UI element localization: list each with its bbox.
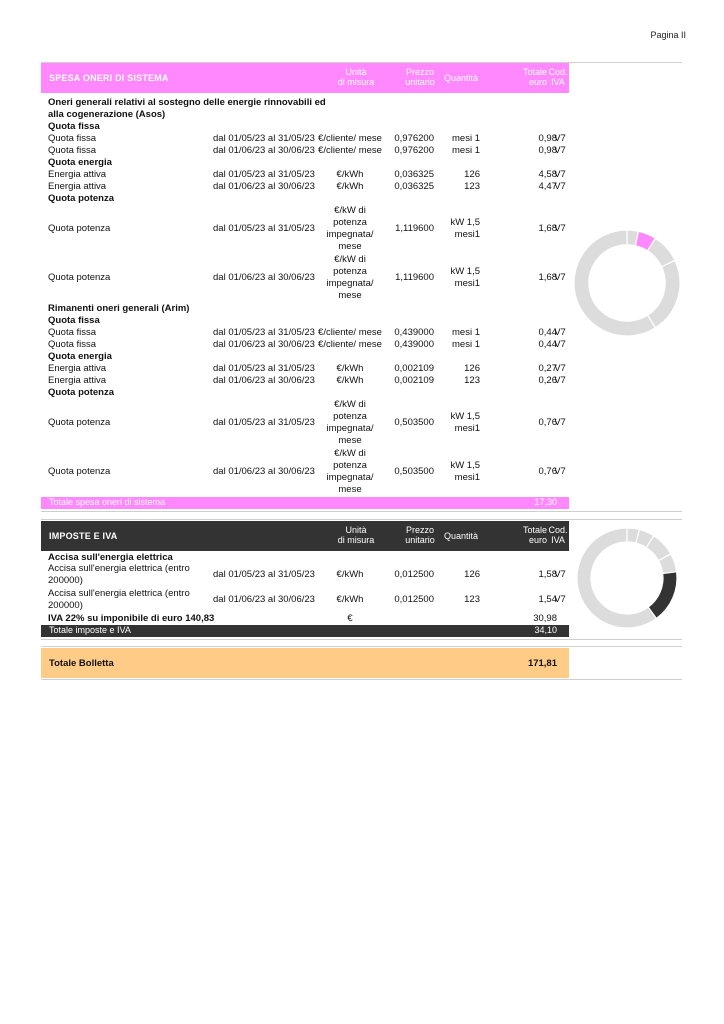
subheading-quota-potenza: Quota potenza [48, 193, 114, 204]
section-divider [41, 646, 682, 647]
oneri-total-bar [41, 497, 569, 509]
row-price: 0,036325 [394, 181, 434, 192]
table-row [41, 448, 569, 496]
row-desc-line: 200000) [48, 600, 83, 611]
imposte-total-label: Totale imposte e IVA [49, 625, 131, 635]
row-total: 0,44 [538, 339, 557, 350]
row-iva: V7 [554, 594, 566, 605]
row-qty-line: kW 1,5 [450, 266, 480, 277]
row-desc-line: Accisa sull'energia elettrica (entro [48, 563, 190, 574]
row-period: dal 01/06/23 al 30/06/23 [213, 272, 315, 283]
row-period: dal 01/05/23 al 31/05/23 [213, 327, 315, 338]
row-desc: Quota potenza [48, 417, 111, 428]
header-total-line2: euro [528, 535, 547, 545]
subheading-quota-energia: Quota energia [48, 351, 112, 362]
row-qty [436, 266, 480, 290]
row-unit-line: €/kW di [334, 205, 366, 216]
row-qty: 123 [464, 375, 480, 386]
row-total: 1,68 [538, 223, 557, 234]
row-iva: V7 [554, 466, 566, 477]
row-period: dal 01/06/23 al 30/06/23 [213, 466, 315, 477]
header-price-line1: Prezzo [405, 67, 434, 77]
row-qty: mesi 1 [452, 327, 480, 338]
row-unit-line: mese [338, 484, 362, 495]
oneri-title: SPESA ONERI DI SISTEMA [49, 73, 169, 83]
header-total-line1: Totale [522, 525, 547, 535]
row-price: 0,976200 [394, 133, 434, 144]
iva-desc: IVA 22% su imponibile di euro 140,83 [48, 613, 215, 624]
row-unit-line: impegnata/ [326, 229, 374, 240]
row-desc: Quota fissa [48, 327, 97, 338]
iva-total: 30,98 [533, 613, 557, 624]
subheading-quota-fissa: Quota fissa [48, 315, 100, 326]
row-period: dal 01/05/23 al 31/05/23 [213, 417, 315, 428]
imposte-total-bar [41, 625, 569, 637]
row-unit-line: potenza [333, 217, 367, 228]
row-unit [317, 399, 383, 447]
row-desc: Quota fissa [48, 339, 97, 350]
bolletta-label: Totale Bolletta [49, 658, 114, 669]
row-unit: €/kWh [336, 181, 364, 192]
table-row [41, 563, 569, 587]
header-iva-line2: IVA [551, 77, 565, 87]
row-period: dal 01/06/23 al 30/06/23 [213, 594, 315, 605]
table-row [41, 254, 569, 302]
row-price: 0,503500 [394, 466, 434, 477]
row-qty [436, 217, 480, 241]
row-qty: 126 [464, 363, 480, 374]
row-price: 0,503500 [394, 417, 434, 428]
row-price: 0,012500 [394, 594, 434, 605]
row-total: 0,26 [538, 375, 557, 386]
row-price: 0,439000 [394, 339, 434, 350]
row-period: dal 01/05/23 al 31/05/23 [213, 363, 315, 374]
row-iva: V7 [554, 272, 566, 283]
row-total: 0,76 [538, 466, 557, 477]
row-unit-line: impegnata/ [326, 278, 374, 289]
row-iva: V7 [554, 181, 566, 192]
donut-slice [647, 260, 680, 327]
row-iva: V7 [554, 363, 566, 374]
table-row [41, 205, 569, 253]
row-unit: €/kWh [336, 375, 364, 386]
row-unit: €/kWh [336, 569, 364, 580]
oneri-donut-chart [572, 228, 682, 338]
row-period: dal 01/05/23 al 31/05/23 [213, 169, 315, 180]
header-total [513, 525, 547, 545]
row-period: dal 01/06/23 al 30/06/23 [213, 375, 315, 386]
row-unit-line: €/kW di [334, 254, 366, 265]
header-iva-line2: IVA [551, 535, 565, 545]
row-desc: Quota potenza [48, 466, 111, 477]
row-price: 0,002109 [394, 363, 434, 374]
row-qty-line: kW 1,5 [450, 460, 480, 471]
row-desc-line: Accisa sull'energia elettrica (entro [48, 588, 190, 599]
row-price: 0,012500 [394, 569, 434, 580]
header-price-line2: unitario [405, 77, 435, 87]
subheading-quota-fissa: Quota fissa [48, 121, 100, 132]
row-total: 0,27 [538, 363, 557, 374]
row-period: dal 01/05/23 al 31/05/23 [213, 569, 315, 580]
row-desc: Energia attiva [48, 363, 107, 374]
page-label: Pagina II [650, 30, 686, 40]
asos-heading-line2: alla cogenerazione (Asos) [48, 109, 166, 120]
row-unit-line: impegnata/ [326, 472, 374, 483]
iva-unit: € [347, 613, 353, 624]
row-desc [48, 563, 190, 587]
row-unit: €/kWh [336, 594, 364, 605]
row-desc: Energia attiva [48, 181, 107, 192]
row-desc: Quota potenza [48, 272, 111, 283]
row-qty-line: mesi1 [454, 423, 480, 434]
section-divider [41, 679, 682, 680]
row-unit: €/cliente/ mese [318, 133, 382, 144]
row-total: 0,98 [538, 145, 557, 156]
row-qty: mesi 1 [452, 133, 480, 144]
table-row [41, 399, 569, 447]
donut-slice [648, 572, 677, 619]
row-total: 4,47 [538, 181, 557, 192]
row-unit: €/kWh [336, 363, 364, 374]
header-price [395, 67, 445, 87]
row-period: dal 01/06/23 al 30/06/23 [213, 145, 315, 156]
row-qty-line: mesi1 [454, 229, 480, 240]
row-unit-line: €/kW di [334, 448, 366, 459]
row-period: dal 01/06/23 al 30/06/23 [213, 339, 315, 350]
asos-heading-line1: Oneri generali relativi al sostegno delle energie rinnovabili ed [48, 97, 326, 108]
row-price: 0,036325 [394, 169, 434, 180]
row-unit-line: potenza [333, 411, 367, 422]
row-price: 1,119600 [395, 272, 434, 283]
row-unit-line: mese [338, 241, 362, 252]
row-total: 0,98 [538, 133, 557, 144]
row-price: 0,002109 [394, 375, 434, 386]
header-iva [547, 525, 569, 545]
header-price-line2: unitario [405, 535, 435, 545]
row-unit: €/cliente/ mese [318, 339, 382, 350]
row-iva: V7 [554, 417, 566, 428]
row-unit-line: potenza [333, 460, 367, 471]
row-unit: €/cliente/ mese [318, 327, 382, 338]
totale-bolletta-bar [41, 648, 569, 678]
header-qty: Quantità [443, 73, 479, 83]
row-desc: Quota potenza [48, 223, 111, 234]
section-divider [41, 511, 682, 512]
bolletta-value: 171,81 [527, 658, 557, 669]
header-iva-line1: Cod. [548, 525, 568, 535]
row-qty-line: kW 1,5 [450, 217, 480, 228]
row-desc: Energia attiva [48, 169, 107, 180]
row-price: 0,439000 [394, 327, 434, 338]
header-unit-line2: di misura [337, 535, 375, 545]
row-qty: 126 [464, 569, 480, 580]
row-qty: 126 [464, 169, 480, 180]
row-qty [436, 411, 480, 435]
row-price: 1,119600 [395, 223, 434, 234]
row-desc: Quota fissa [48, 133, 97, 144]
row-unit: €/kWh [336, 169, 364, 180]
row-unit [317, 448, 383, 496]
row-iva: V7 [554, 145, 566, 156]
row-unit: €/cliente/ mese [318, 145, 382, 156]
imposte-total-value: 34,10 [534, 625, 557, 635]
row-period: dal 01/06/23 al 30/06/23 [213, 181, 315, 192]
row-total: 0,44 [538, 327, 557, 338]
row-desc [48, 588, 190, 612]
subheading-quota-energia: Quota energia [48, 157, 112, 168]
imposte-title: IMPOSTE E IVA [49, 531, 118, 541]
row-iva: V7 [554, 223, 566, 234]
row-unit-line: potenza [333, 266, 367, 277]
section-divider [41, 519, 682, 520]
row-desc-line: 200000) [48, 575, 83, 586]
row-iva: V7 [554, 339, 566, 350]
row-qty-line: kW 1,5 [450, 411, 480, 422]
header-total-line2: euro [528, 77, 547, 87]
subheading-quota-potenza: Quota potenza [48, 387, 114, 398]
header-unit-line1: Unità [345, 525, 367, 535]
row-qty [436, 460, 480, 484]
row-qty: 123 [464, 594, 480, 605]
row-qty: mesi 1 [452, 145, 480, 156]
header-iva-line1: Cod. [548, 67, 568, 77]
row-total: 1,68 [538, 272, 557, 283]
arim-heading: Rimanenti oneri generali (Arim) [48, 303, 190, 314]
header-unit-line2: di misura [337, 77, 375, 87]
header-qty: Quantità [443, 531, 479, 541]
row-iva: V7 [554, 327, 566, 338]
header-unit [331, 525, 381, 545]
oneri-header [41, 63, 569, 93]
section-divider [41, 639, 682, 640]
row-unit [317, 205, 383, 253]
row-unit [317, 254, 383, 302]
row-total: 1,58 [538, 569, 557, 580]
row-iva: V7 [554, 375, 566, 386]
header-total [513, 67, 547, 87]
oneri-total-label: Totale spesa oneri di sistema [49, 497, 166, 507]
row-qty-line: mesi1 [454, 472, 480, 483]
row-period: dal 01/05/23 al 31/05/23 [213, 223, 315, 234]
header-price [395, 525, 445, 545]
row-iva: V7 [554, 569, 566, 580]
header-unit-line1: Unità [345, 67, 367, 77]
row-qty: 123 [464, 181, 480, 192]
row-desc: Energia attiva [48, 375, 107, 386]
row-iva: V7 [554, 133, 566, 144]
accisa-heading: Accisa sull'energia elettrica [48, 552, 173, 563]
row-iva: V7 [554, 169, 566, 180]
row-period: dal 01/05/23 al 31/05/23 [213, 133, 315, 144]
row-unit-line: mese [338, 290, 362, 301]
row-total: 4,58 [538, 169, 557, 180]
row-qty: mesi 1 [452, 339, 480, 350]
row-unit-line: €/kW di [334, 399, 366, 410]
imposte-donut-chart [575, 526, 679, 630]
table-row [41, 588, 569, 612]
oneri-total-value: 17,30 [534, 497, 557, 507]
row-unit-line: mese [338, 435, 362, 446]
header-price-line1: Prezzo [405, 525, 434, 535]
row-desc: Quota fissa [48, 145, 97, 156]
row-unit-line: impegnata/ [326, 423, 374, 434]
row-price: 0,976200 [394, 145, 434, 156]
header-iva [547, 67, 569, 87]
row-qty-line: mesi1 [454, 278, 480, 289]
row-total: 0,76 [538, 417, 557, 428]
row-total: 1,54 [538, 594, 557, 605]
header-unit [331, 67, 381, 87]
header-total-line1: Totale [522, 67, 547, 77]
imposte-header [41, 521, 569, 551]
